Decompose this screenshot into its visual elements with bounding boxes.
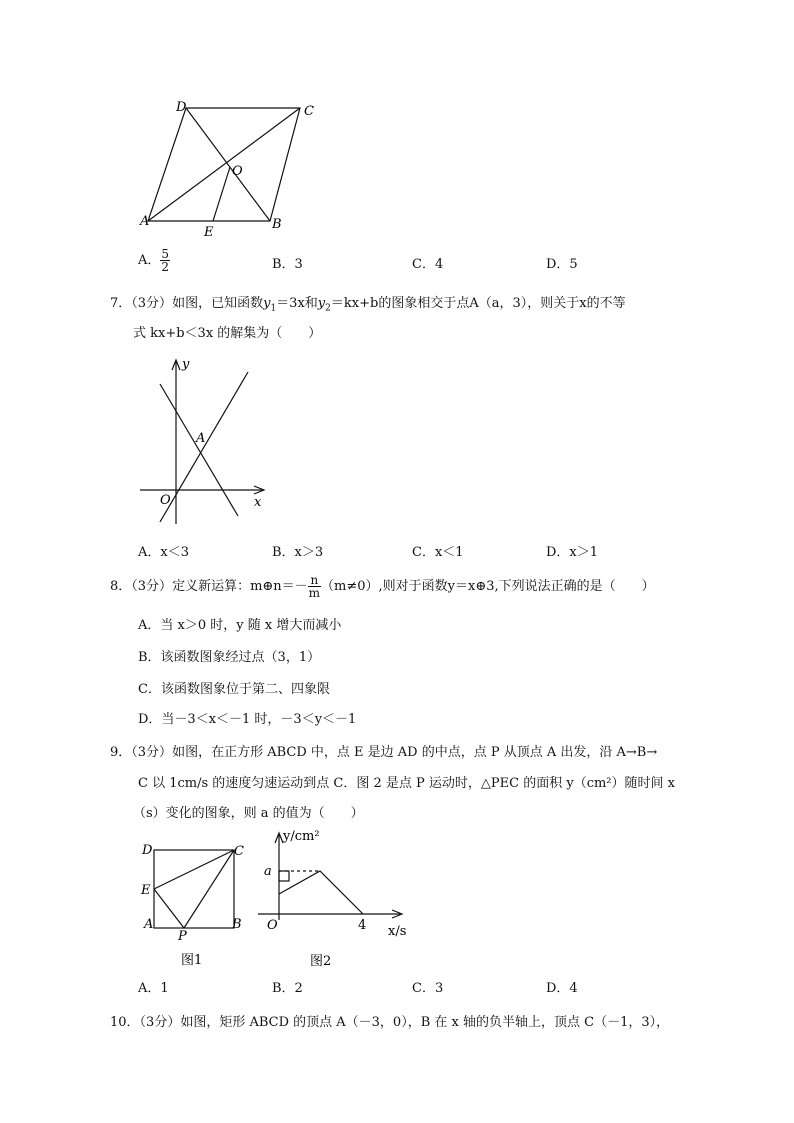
q9-line2: C 以 1cm/s 的速度匀速运动到点 C．图 2 是点 P 运动时，△PEC 的面积 y（cm²）随时间 x bbox=[138, 776, 675, 791]
q9-line1: 9．（3分）如图，在正方形 ABCD 中，点 E 是边 AD 的中点，点 P 从顶点 A 出发，沿 A→B→ bbox=[110, 745, 658, 760]
q8-option-c: C．该函数图象位于第二、四象限 bbox=[138, 682, 330, 697]
q6-parallelogram-figure bbox=[130, 95, 330, 245]
q8-option-b: B．该函数图象经过点（3，1） bbox=[138, 650, 321, 665]
label-D: D bbox=[176, 100, 187, 115]
q7-line1: 7．（3分）如图，已知函数$y_1=3x$和$y_2=kx+b$的图象相交于点A（a，3），则关于x的不等 bbox=[110, 296, 626, 314]
q9-option-d: D．4 bbox=[546, 981, 578, 996]
q7-option-d: D．x＞1 bbox=[546, 545, 599, 560]
q7-function-graph bbox=[140, 352, 280, 527]
fig2-label-a: a bbox=[264, 864, 272, 879]
q6-option-a: A． $\frac{5}{2}$ bbox=[138, 247, 170, 274]
fig2-label-O: O bbox=[267, 918, 278, 933]
q8-option-a: A．当 x＞0 时，y 随 x 增大而减小 bbox=[138, 618, 342, 633]
fig1-label-C: C bbox=[234, 844, 244, 859]
q7-option-a: A．x＜3 bbox=[138, 545, 189, 560]
label-A: A bbox=[140, 214, 150, 229]
q7-line2: 式 kx+b＜3x 的解集为（ ） bbox=[133, 326, 322, 341]
fig1-label-A: A bbox=[144, 917, 154, 932]
fig2-label-4: 4 bbox=[358, 918, 367, 933]
fig2-xlabel: x/s bbox=[388, 924, 407, 939]
fig2-ylabel: y/cm² bbox=[283, 829, 320, 844]
q9-line3: （s）变化的图象，则 a 的值为（ ） bbox=[133, 806, 364, 821]
fig1-label-E: E bbox=[141, 883, 151, 898]
fig1-caption: 图1 bbox=[181, 953, 203, 968]
q6-option-c: C．4 bbox=[412, 257, 444, 272]
q8-option-d: D．当－3＜x＜－1 时，－3＜y＜－1 bbox=[138, 712, 357, 727]
q10-line1: 10．（3分）如图，矩形 ABCD 的顶点 A（－3，0），B 在 x 轴的负半轴上，顶点 C（－1，3）， bbox=[110, 1015, 670, 1030]
fig2-caption: 图2 bbox=[310, 954, 332, 969]
q9-figure1-square bbox=[138, 838, 250, 968]
q7-option-c: C．x＜1 bbox=[412, 545, 464, 560]
q7-label-O: O bbox=[160, 493, 171, 508]
q7-label-x: x bbox=[254, 495, 262, 510]
fraction-n-over-m: $\frac{n}{m}$ bbox=[308, 573, 321, 600]
fig1-label-B: B bbox=[232, 917, 242, 932]
fraction-five-halves: $\frac{5}{2}$ bbox=[161, 247, 170, 274]
q6-option-b: B．3 bbox=[272, 257, 303, 272]
q9-figure2-graph bbox=[258, 825, 418, 970]
q7-label-y: y bbox=[182, 357, 190, 372]
q7-option-b: B．x＞3 bbox=[272, 545, 324, 560]
q6-option-d: D．5 bbox=[546, 257, 578, 272]
q9-option-c: C．3 bbox=[412, 981, 444, 996]
fig1-label-P: P bbox=[178, 929, 187, 944]
label-O: O bbox=[232, 164, 243, 179]
fig1-label-D: D bbox=[142, 843, 153, 858]
q8-line1: 8．（3分）定义新运算：m⊕n＝－ $\frac{n}{m}$ （m≠0）,则对于函数y＝x⊕3,下列说法正确的是（ ） bbox=[110, 573, 655, 600]
q7-label-A: A bbox=[196, 431, 206, 446]
label-C: C bbox=[304, 104, 314, 119]
label-E: E bbox=[204, 225, 214, 240]
q9-option-a: A．1 bbox=[138, 981, 169, 996]
label-B: B bbox=[272, 217, 282, 232]
q9-option-b: B．2 bbox=[272, 981, 303, 996]
